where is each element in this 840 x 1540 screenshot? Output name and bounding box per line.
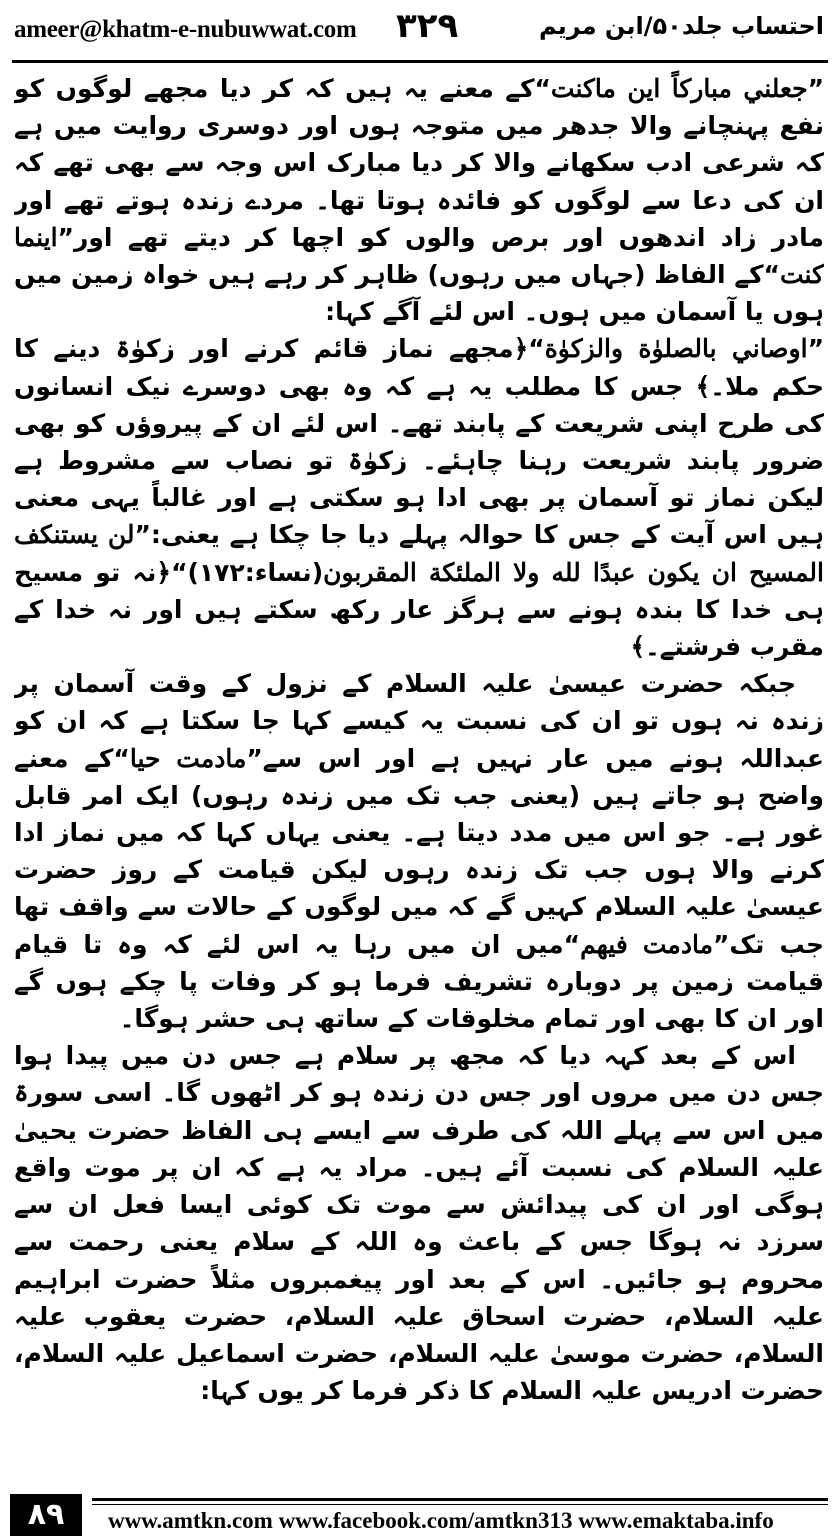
arabic-quote: لن يستنكف المسيح ان يكون عبدًا لله ولا الملئكة المقربون: [14, 520, 824, 587]
arabic-quote: جعلني مباركاً اين ماكنت: [550, 74, 808, 103]
arabic-quote: اوصاني بالصلوٰة والزكوٰة: [544, 334, 808, 364]
footer-divider-thin: [92, 1504, 828, 1505]
arabic-quote: اینما کنت: [14, 222, 824, 290]
page-body: [14, 70, 824, 1478]
footer-divider: [92, 1498, 828, 1501]
arabic-quote: مادمت حيا: [129, 743, 247, 773]
header-email: ameer@khatm-e-nubuwwat.com: [14, 16, 357, 43]
header-divider: [12, 60, 828, 63]
page-footer: [0, 1488, 840, 1540]
paragraph-2: ”اوصاني بالصلوٰة والزكوٰة“﴿مجھے نماز قائم کرنے اور زکوٰۃ دینے کا حکم ملا۔﴾ جس کا مطلب یہ ہے کہ وہ بھی دوسرے نیک انسانوں کی طرح اپنی شریعت کے پابند تھے۔ اس لئے ان کے پیروؤں کو بھی ضرور پابند شریعت رہنا چاہئے۔ زکوٰۃ تو نصاب سے مشروط ہے لیکن نماز تو آسمان پر بھی ادا ہو سکتی ہے اور غالباً یہی معنی ہیں اس آیت کے جس کا حوالہ پہلے دیا جا چکا ہے یعنی:”لن يستنكف المسيح ان يكون عبدًا لله ولا الملئكة المقربون(نساء:۱۷۲)“﴿نہ تو مسیح ہی خدا کا بندہ ہونے سے ہرگز عار رکھ سکتے ہیں اور نہ خدا کے مقرب فرشتے۔﴾: [14, 334, 824, 662]
paragraph-1: ”جعلني مباركاً اين ماكنت“کے معنے یہ ہیں کہ کر دیا مجھے لوگوں کو نفع پہنچانے والا جدھر میں متوجہ ہوں اور دوسری روایت میں ہے کہ شرعی ادب سکھانے والا کر دیا مبارک اس وجہ سے بھی تھے کہ ان کی دعا سے لوگوں کو فائدہ ہوتا تھا۔ مردے زندہ ہوتے تھے اور مادر زاد اندھوں اور برص والوں کو اچھا کر دیتے تھے اور”اینما کنت“کے الفاظ (جہاں میں رہوں) ظاہر کر رہے ہیں خواہ زمین میں ہوں یا آسمان میں ہوں۔ اس لئے آگے کہا:: [14, 74, 824, 327]
header-book-title: احتساب جلد۵۰/ابن مریم: [538, 12, 824, 40]
paragraph-4: اس کے بعد کہہ دیا کہ مجھ پر سلام ہے جس دن میں پیدا ہوا جس دن میں مروں اور جس دن زندہ ہو کر اٹھوں گا۔ اسی سورۃ میں اس سے پہلے اللہ کی طرف سے ایسے ہی الفاظ حضرت یحییٰ علیہ السلام کی نسبت آئے ہیں۔ مراد یہ ہے کہ ان پر موت واقع ہوگی اور ان کی پیدائش سے موت تک کوئی ایسا فعل ان سے سرزد نہ ہوگا جس کے باعث وہ اللہ کے سلام یعنی رحمت سے محروم ہو جائیں۔ اس کے بعد اور پیغمبروں مثلاً حضرت ابراہیم علیہ السلام، حضرت اسحاق علیہ السلام، حضرت یعقوب علیہ السلام، حضرت موسیٰ علیہ السلام، حضرت اسماعیل علیہ السلام، حضرت ادریس علیہ السلام کا ذکر فرما کر یوں کہا:: [14, 1041, 824, 1406]
header-page-number: ۳۲۹: [396, 6, 459, 46]
footer-links: www.amtkn.com www.facebook.com/amtkn313 www.emaktaba.info: [108, 1508, 774, 1533]
paragraph-3: جبکہ حضرت عیسیٰ علیہ السلام کے نزول کے وقت آسمان پر زندہ نہ ہوں تو ان کی نسبت یہ کیسے کہا جا سکتا ہے کہ ان کو عبداللہ ہونے میں عار نہیں ہے اور اس سے”مادمت حيا“کے معنے واضح ہو جاتے ہیں (یعنی جب تک میں زندہ رہوں) ایک امر قابل غور ہے۔ جو اس میں مدد دیتا ہے۔ یعنی یہاں کہا کہ میں نماز ادا کرنے والا ہوں جب تک زندہ رہوں لیکن قیامت کے روز حضرت عیسیٰ علیہ السلام کہیں گے کہ میں لوگوں کے حالات سے واقف تھا جب تک”مادمت فيهم“میں ان میں رہا یہ اس لئے کہ وہ تا قیام قیامت زمین پر دوبارہ تشریف فرما ہو کر وفات پا چکے ہوں گے اور ان کا بھی اور تمام مخلوقات کے ساتھ ہی حشر ہوگا۔: [14, 669, 824, 1034]
page-header: [0, 0, 840, 62]
arabic-quote: مادمت فيهم: [580, 929, 713, 959]
footer-page-number: ۸۹: [10, 1494, 82, 1536]
